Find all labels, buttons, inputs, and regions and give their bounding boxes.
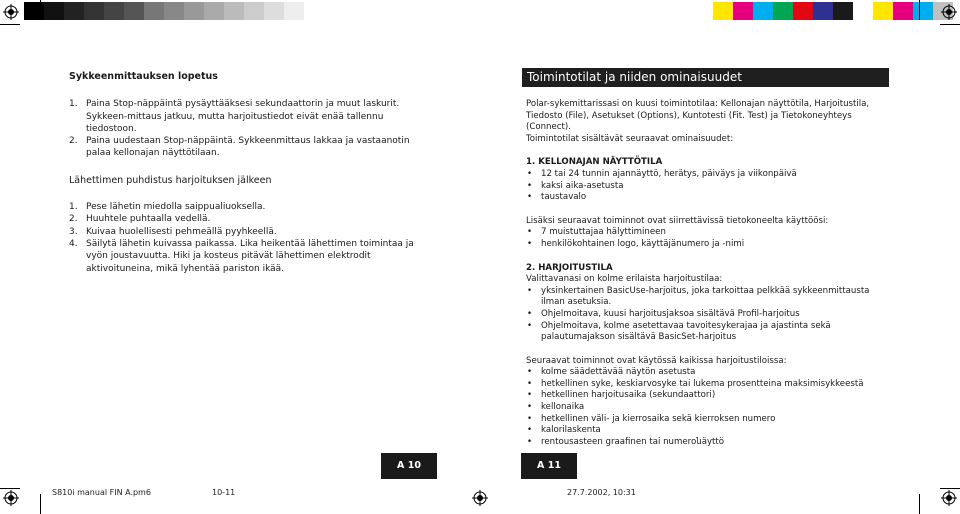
color-swatch bbox=[913, 2, 933, 20]
color-swatch bbox=[773, 2, 793, 20]
crop-mark bbox=[919, 494, 920, 514]
gray-swatch bbox=[84, 2, 104, 20]
bullet-list bbox=[526, 286, 886, 344]
step-text: Paina uudestaan Stop-näppäintä. Sykkeenmittaus lakkaa ja vastaanotin palaa kellonajan näyttötilaan. bbox=[86, 136, 410, 159]
gray-swatch bbox=[184, 2, 204, 20]
bullet-list bbox=[526, 169, 886, 204]
gray-swatch bbox=[204, 2, 224, 20]
body-paragraph: Lisäksi seuraavat toiminnot ovat siirrettävissä tietokoneelta käyttöösi: bbox=[526, 215, 829, 226]
list-item bbox=[69, 201, 431, 213]
gray-swatch bbox=[124, 2, 144, 20]
list-item bbox=[69, 226, 431, 238]
page-number-right: A 11 bbox=[521, 453, 577, 479]
step-number: 2. bbox=[69, 136, 78, 147]
color-swatch bbox=[893, 2, 913, 20]
list-item: • hetkellinen harjoitusaika (sekundaattori) bbox=[526, 390, 886, 402]
step-number: 1. bbox=[69, 99, 78, 110]
list-item: • hetkellinen väli- ja kierrosaika sekä kierroksen numero bbox=[526, 414, 886, 426]
intro-paragraph: Toimintotilat sisältävät seuraavat ominaisuudet: bbox=[526, 133, 734, 144]
crop-mark bbox=[40, 494, 41, 514]
list-item: • kaksi aika-asetusta bbox=[526, 181, 886, 193]
crop-mark bbox=[0, 488, 20, 489]
list-item: • rentousasteen graafinen tai numeroնäyttö bbox=[526, 437, 886, 449]
list-item: • yksinkertainen BasicUse-harjoitus, joka tarkoittaa pelkkää sykkeenmittausta ilman asetuksia. bbox=[526, 286, 886, 309]
gray-swatch bbox=[224, 2, 244, 20]
list-item: • Ohjelmoitava, kolme asetettavaa tavoitesykerajaa ja ajastinta sekä palautumajakson sisältävä BasicSet-harjoitus bbox=[526, 321, 886, 344]
list-item: • 7 muistuttajaa hälyttimineen bbox=[526, 227, 886, 239]
gray-swatch bbox=[284, 2, 304, 20]
left-page-content bbox=[69, 71, 431, 275]
list-item: • kellonaika bbox=[526, 402, 886, 414]
color-swatch bbox=[793, 2, 813, 20]
list-item bbox=[69, 135, 431, 160]
step-number: 3. bbox=[69, 226, 78, 237]
list-item bbox=[69, 98, 431, 135]
gray-swatch bbox=[104, 2, 124, 20]
gray-swatch bbox=[164, 2, 184, 20]
step-text: Huuhtele puhtaalla vedellä. bbox=[86, 214, 211, 225]
step-text: Paina Stop-näppäintä pysäyttääksesi sekundaattorin ja muut laskurit. Sykkeen-mittaus jatkuu, mutta harjoitustiedot eivät enää tallennu tiedostoon. bbox=[86, 99, 400, 134]
footer-date: 27.7.2002, 10:31 bbox=[567, 488, 636, 497]
registration-mark-icon bbox=[472, 490, 488, 506]
step-number: 4. bbox=[69, 238, 78, 249]
list-item: • taustavalo bbox=[526, 192, 886, 204]
registration-mark-icon bbox=[941, 4, 957, 20]
color-calibration-bar bbox=[713, 2, 953, 20]
gray-swatch bbox=[264, 2, 284, 20]
page-number-left: A 10 bbox=[381, 453, 437, 479]
body-paragraph: Seuraavat toiminnot ovat käytössä kaikissa harjoitustiloissa: bbox=[526, 355, 787, 366]
clean-steps-list bbox=[69, 201, 431, 275]
section-subheading: Lähettimen puhdistus harjoituksen jälkeen bbox=[69, 174, 272, 186]
section-heading: Sykkeenmittauksen lopetus bbox=[69, 71, 218, 82]
step-text: Pese lähetin miedolla saippualiuoksella. bbox=[86, 202, 266, 213]
intro-paragraph: Polar-sykemittarissasi on kuusi toimintotilaa: Kellonajan näyttötila, Harjoitustila, Tiedosto (File), Asetukset (Options), Kuntotesti (Fit. Test) ja Tietokoneyhteys (Connect). bbox=[526, 99, 870, 133]
footer-pages: 10-11 bbox=[212, 488, 236, 497]
color-swatch bbox=[813, 2, 833, 20]
crop-mark bbox=[919, 0, 920, 20]
gray-swatch bbox=[44, 2, 64, 20]
step-text: Säilytä lähetin kuivassa paikassa. Lika heikentää lähettimen toimintaa ja vyön joustavuutta. Hiki ja kosteus pitävät lähettimen elektrodit aktivoituneina, mikä lyhentää pariston ikää. bbox=[86, 238, 414, 274]
list-item: • kalorilaskenta bbox=[526, 425, 886, 437]
list-item: • Ohjelmoitava, kuusi harjoitusjaksoa sisältävä Profil-harjoitus bbox=[526, 309, 886, 321]
list-item: • kolme säädettävää näytön asetusta bbox=[526, 367, 886, 379]
right-page-content bbox=[526, 99, 886, 448]
color-swatch bbox=[753, 2, 773, 20]
registration-mark-icon bbox=[3, 4, 19, 20]
crop-mark bbox=[940, 24, 960, 25]
color-swatch bbox=[853, 2, 873, 20]
body-paragraph: Valittavanasi on kolme erilaista harjoitustilaa: bbox=[526, 274, 723, 285]
list-item: • 12 tai 24 tunnin ajannäyttö, herätys, päiväys ja viikonpäivä bbox=[526, 169, 886, 181]
gray-swatch bbox=[144, 2, 164, 20]
list-item bbox=[69, 238, 431, 275]
crop-mark bbox=[40, 0, 41, 20]
bullet-list bbox=[526, 367, 886, 448]
stop-steps-list bbox=[69, 98, 431, 159]
step-number: 1. bbox=[69, 202, 78, 213]
color-swatch bbox=[733, 2, 753, 20]
page-title-banner: Toimintotilat ja niiden ominaisuudet bbox=[522, 68, 889, 87]
color-swatch bbox=[873, 2, 893, 20]
registration-mark-icon bbox=[3, 490, 19, 506]
gray-swatch bbox=[244, 2, 264, 20]
section-title: 1. KELLONAJAN NÄYTTÖTILA bbox=[526, 157, 663, 168]
gray-swatch bbox=[24, 2, 44, 20]
list-item: • henkilökohtainen logo, käyttäjänumero ja -nimi bbox=[526, 239, 886, 251]
gray-swatch bbox=[64, 2, 84, 20]
section-title: 2. HARJOITUSTILA bbox=[526, 262, 613, 273]
crop-mark bbox=[0, 24, 20, 25]
bullet-list bbox=[526, 227, 886, 250]
footer-filename: S810i manual FIN A.pm6 bbox=[52, 488, 151, 497]
registration-mark-icon bbox=[941, 490, 957, 506]
grayscale-calibration-bar bbox=[24, 2, 304, 20]
list-item: • hetkellinen syke, keskiarvosyke tai lukema prosentteina maksimisykkeestä bbox=[526, 379, 886, 391]
step-text: Kuivaa huolellisesti pehmeällä pyyhkeellä. bbox=[86, 226, 277, 237]
color-swatch bbox=[833, 2, 853, 20]
color-swatch bbox=[713, 2, 733, 20]
list-item bbox=[69, 213, 431, 225]
step-number: 2. bbox=[69, 214, 78, 225]
crop-mark bbox=[940, 488, 960, 489]
